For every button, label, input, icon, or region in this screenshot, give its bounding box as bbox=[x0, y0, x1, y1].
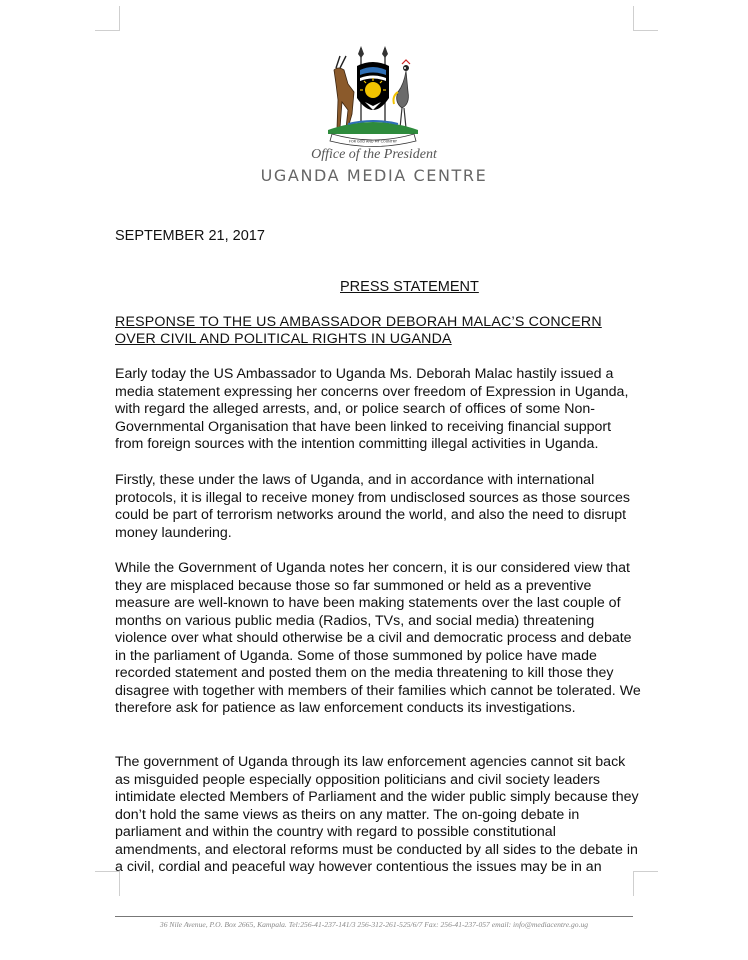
headline-line-2: OVER CIVIL AND POLITICAL RIGHTS IN UGANDA bbox=[115, 331, 452, 347]
paragraph-2: Firstly, these under the laws of Uganda, and in accordance with international protocols, it is illegal to receive money from undisclosed sources as those sources could be part of terrorism networks around the world, and also the need to disrupt money laundering. bbox=[115, 472, 630, 541]
crop-mark-top-left bbox=[95, 6, 120, 31]
crop-mark-top-right bbox=[633, 6, 658, 31]
document-type: PRESS STATEMENT bbox=[340, 279, 479, 295]
footer-divider bbox=[115, 916, 633, 917]
paragraph-1: Early today the US Ambassador to Uganda Ms. Deborah Malac hastily issued a media statement expressing her concerns over freedom of Expression in Uganda, with regard the alleged arrests, and, or police search of offices of some Non-Governmental Organisation that have been linked to receiving financial support from foreign sources with the intention committing illegal activities in Uganda. bbox=[115, 366, 629, 452]
paragraph-3: While the Government of Uganda notes her concern, it is our considered view that they are misplaced because those so far summoned or held as a preventive measure are well-known to have been making statements over the last couple of months on various public media (Radios, TVs, and social media) threatening violence over what should otherwise be a civil and democratic process and debate in the parliament of Uganda. Some of those summoned by police have made recorded statement and posted them on the media threatening to kill those they disagree with together with members of their families which cannot be tolerated. We therefore ask for patience as law enforcement conducts its investigations. bbox=[115, 560, 641, 716]
headline-line-1: RESPONSE TO THE US AMBASSADOR DEBORAH MALAC’S CONCERN bbox=[115, 314, 602, 330]
headline bbox=[115, 314, 635, 348]
paragraph-4: The government of Uganda through its law enforcement agencies cannot sit back as misguided people especially opposition politicians and civil society leaders intimidate elected Members of Parliament and the wider public simply because they don’t hold the same views as theirs on any matter. The on-going debate in parliament and within the country with regard to possible constitutional amendments, and electoral reforms must be conducted by all sides to the debate in a civil, cordial and peaceful way however contentious the issues may be in an bbox=[115, 754, 639, 875]
office-title: Office of the President bbox=[311, 147, 437, 162]
footer-address: 36 Nile Avenue, P.O. Box 2665, Kampala. Tel:256-41-237-141/3 256-312-261-525/6/7 Fax: 256-41-237-057 email: info@mediacentre.go.ug bbox=[159, 920, 589, 929]
crest-motto: FOR GOD AND MY COUNTRY bbox=[349, 139, 397, 144]
organisation-name: UGANDA MEDIA CENTRE bbox=[260, 166, 488, 185]
statement-date: SEPTEMBER 21, 2017 bbox=[115, 228, 265, 244]
coat-of-arms-icon bbox=[318, 44, 428, 150]
